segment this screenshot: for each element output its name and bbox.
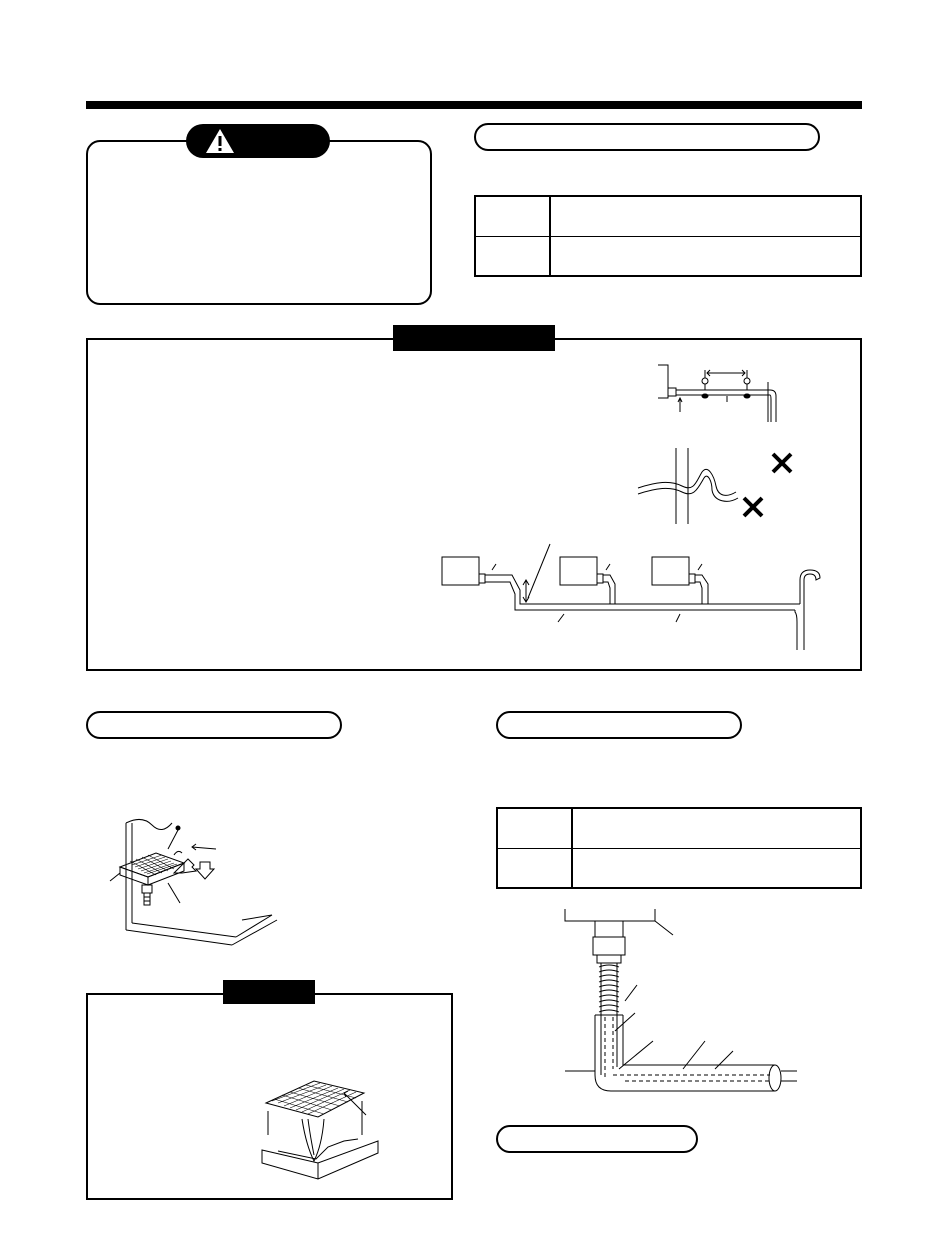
table-row	[476, 197, 860, 236]
x-mark-icon	[741, 495, 765, 519]
header-rule	[86, 101, 862, 109]
requirements-banner	[393, 325, 555, 351]
lower-table	[496, 807, 862, 889]
warning-triangle-icon	[205, 128, 235, 154]
drain-pan-illustration	[112, 815, 282, 945]
table-row	[476, 236, 860, 276]
section-title-drain-test	[474, 123, 820, 151]
section-title-piping-notes	[496, 1125, 698, 1153]
pipe-support-diagram	[650, 360, 790, 420]
warning-box	[86, 140, 432, 305]
multi-unit-drain-diagram	[440, 542, 860, 652]
table-row	[498, 809, 860, 848]
filter-drain-pan-illustration	[258, 1075, 388, 1180]
flexible-hose-insulation-diagram	[565, 905, 805, 1095]
section-title-drain-pan	[86, 711, 342, 739]
table-row	[498, 848, 860, 888]
section-title-heat-insulation	[496, 711, 742, 739]
x-mark-icon	[770, 451, 794, 475]
warning-header	[186, 124, 330, 158]
caution-banner	[223, 980, 315, 1004]
upper-table	[474, 195, 862, 277]
